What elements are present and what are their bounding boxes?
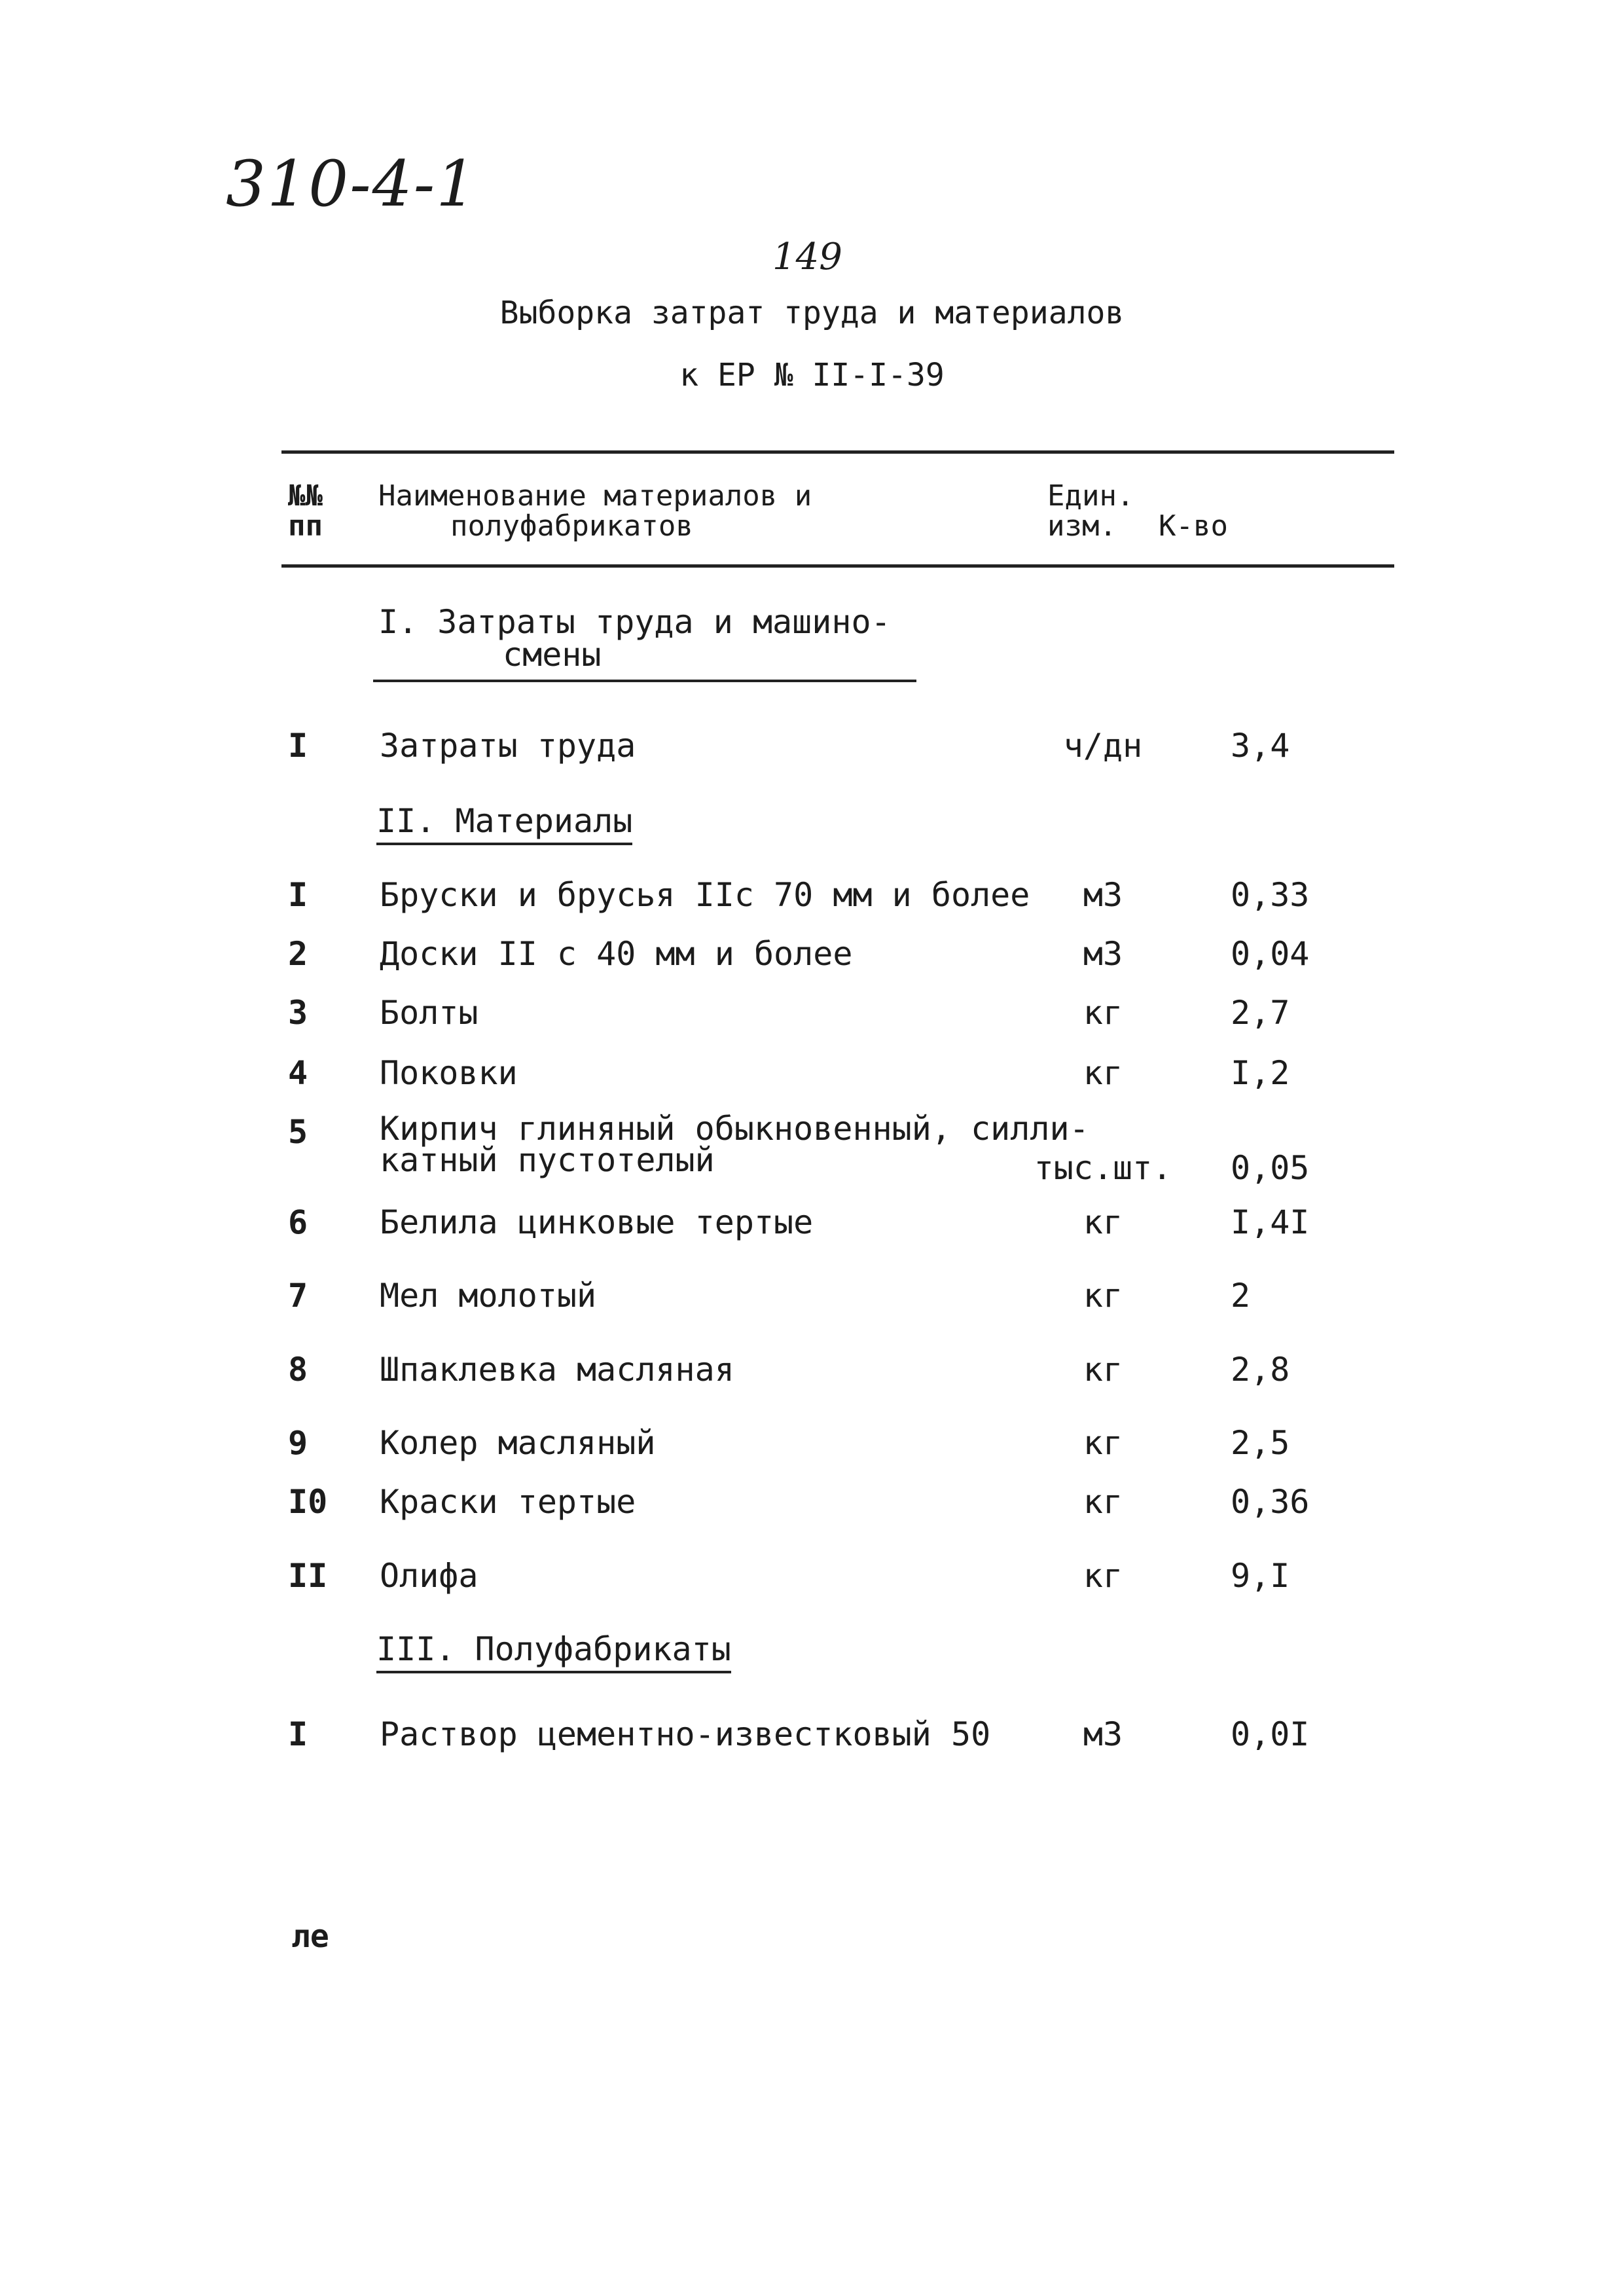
table-row [0,1351,1624,1390]
document-code: 310-4-1 [226,147,478,221]
table-row [0,935,1624,974]
header-unit-line1: Един. [1047,479,1134,513]
section2-title-text: II. Материалы [376,802,632,845]
section3-title [376,1630,731,1673]
row-qty: 0,05 [1231,1149,1310,1187]
row-name: Шпаклевка масляная [380,1351,734,1389]
header-qty: К-во [1159,509,1228,543]
row-num: I [288,876,308,914]
row-unit: кг [1083,1424,1123,1462]
row-qty: 3,4 [1231,727,1290,765]
row-qty: 0,0I [1231,1715,1310,1753]
row-unit: кг [1083,1054,1123,1092]
header-num-line1: №№ [288,479,323,513]
section1-underline [373,680,916,682]
row-num: 8 [288,1351,308,1389]
row-num: 6 [288,1203,308,1241]
section1-title-line1: I. Затраты труда и машино- [378,603,891,641]
row-qty: 0,33 [1231,876,1310,914]
row-num: 4 [288,1054,308,1092]
row-num: 2 [288,935,308,973]
row-unit: кг [1083,1203,1123,1241]
row-num: II [288,1557,328,1595]
table-row [0,727,1624,766]
row-qty: 0,36 [1231,1483,1310,1521]
row-num: I0 [288,1483,328,1521]
row-num: I [288,727,308,765]
table-row [0,1203,1624,1243]
row-name: Затраты труда [380,727,636,765]
header-name-line1: Наименование материалов и [378,479,812,513]
table-header-rule [281,564,1394,568]
row-name-line2: катный пустотелый [380,1141,715,1179]
section1-title [378,603,891,674]
header-num [288,481,323,541]
row-name: Болты [380,994,478,1032]
section3-title-text: III. Полуфабрикаты [376,1630,731,1673]
row-num: 7 [288,1277,308,1315]
row-unit: кг [1083,1483,1123,1521]
row-name: Раствор цементно-известковый 50 [380,1715,991,1753]
header-num-line2: пп [288,509,323,543]
row-num: 5 [288,1113,308,1151]
table-row [0,994,1624,1033]
row-name: Доски II с 40 мм и более [380,935,853,973]
row-name-line1: Кирпич глиняный обыкновенный, силли- [380,1110,1089,1148]
row-unit: кг [1083,994,1123,1032]
row-qty: 2,5 [1231,1424,1290,1462]
row-name [380,1110,1089,1179]
row-unit: ч/дн [1063,727,1143,765]
row-name: Бруски и брусья IIс 70 мм и более [380,876,1030,914]
table-row [0,1483,1624,1522]
page-title: Выборка затрат труда и материалов [499,295,1125,331]
section1-title-line2: смены [503,636,602,674]
header-name-line2: полуфабрикатов [450,509,693,543]
row-unit: м3 [1083,1715,1123,1753]
row-qty: 2 [1231,1277,1251,1315]
row-qty: 2,7 [1231,994,1290,1032]
row-num: 3 [288,994,308,1032]
page-number: 149 [772,236,842,278]
row-unit: кг [1083,1351,1123,1389]
row-num: I [288,1715,308,1753]
row-name: Поковки [380,1054,518,1092]
row-unit: м3 [1083,935,1123,973]
header-unit-line2: изм. [1047,509,1117,543]
table-row [0,1715,1624,1755]
row-name: Белила цинковые тертые [380,1203,814,1241]
row-name: Краски тертые [380,1483,636,1521]
footer-mark: ле [291,1918,329,1955]
row-name: Мел молотый [380,1277,597,1315]
section2-title [376,802,632,845]
table-row [0,1277,1624,1316]
row-unit: кг [1083,1557,1123,1595]
row-name: Колер масляный [380,1424,656,1462]
row-qty: 2,8 [1231,1351,1290,1389]
table-row [0,1110,1624,1187]
table-row [0,876,1624,915]
table-row [0,1054,1624,1093]
row-qty: 9,I [1231,1557,1290,1595]
row-name: Олифа [380,1557,478,1595]
page-subtitle: к ЕР № II-I-39 [679,357,945,393]
row-unit: м3 [1083,876,1123,914]
header-name [378,481,812,541]
row-qty: I,2 [1231,1054,1290,1092]
row-unit: тыс.шт. [1034,1149,1172,1187]
row-qty: I,4I [1231,1203,1310,1241]
row-qty: 0,04 [1231,935,1310,973]
row-unit: кг [1083,1277,1123,1315]
header-unit [1047,481,1134,541]
table-row [0,1557,1624,1596]
row-num: 9 [288,1424,308,1462]
table-row [0,1424,1624,1463]
table-top-rule [281,450,1394,454]
